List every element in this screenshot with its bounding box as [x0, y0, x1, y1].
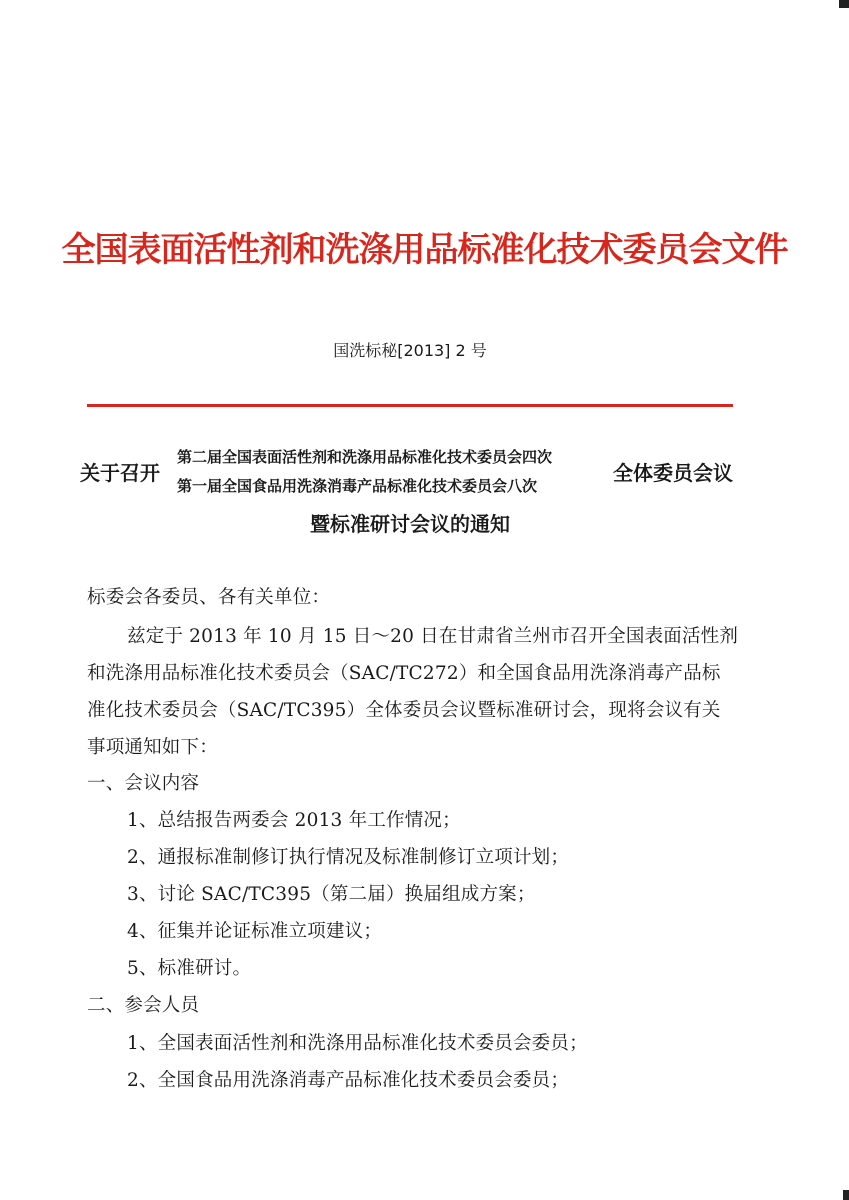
notice-title-suffix: 全体委员会议: [613, 461, 733, 485]
scan-edge-mark: [839, 0, 849, 8]
scan-edge-mark: [843, 1190, 849, 1200]
list-item: 5、标准研讨。: [127, 958, 252, 979]
salutation: 标委会各委员、各有关单位：: [87, 587, 331, 608]
notice-title-prefix: 关于召开: [80, 461, 160, 485]
list-item: 4、征集并论证标准立项建议；: [127, 921, 383, 942]
intro-line: 事项通知如下：: [87, 737, 218, 758]
list-item: 3、讨论 SAC/TC395（第二届）换届组成方案；: [127, 884, 536, 905]
notice-title-line-a: 第二届全国表面活性剂和洗涤用品标准化技术委员会四次: [177, 448, 553, 466]
list-item: 1、总结报告两委会 2013 年工作情况；: [127, 810, 461, 831]
list-item: 1、全国表面活性剂和洗涤用品标准化技术委员会委员；: [127, 1033, 588, 1054]
intro-line: 兹定于 2013 年 10 月 15 日～20 日在甘肃省兰州市召开全国表面活性剂: [127, 626, 739, 647]
section-heading: 一、会议内容: [87, 773, 200, 794]
notice-title-line-b: 第一届全国食品用洗涤消毒产品标准化技术委员会八次: [177, 477, 538, 495]
intro-line: 准化技术委员会（SAC/TC395）全体委员会议暨标准研讨会，现将会议有关: [87, 700, 721, 721]
notice-title-committees: [177, 443, 552, 501]
section-heading: 二、参会人员: [87, 995, 200, 1016]
letterhead-title: 全国表面活性剂和洗涤用品标准化技术委员会文件: [61, 230, 788, 270]
intro-line: 和洗涤用品标准化技术委员会（SAC/TC272）和全国食品用洗涤消毒产品标: [87, 663, 721, 684]
red-divider-rule: [87, 404, 733, 407]
notice-title-second-line: 暨标准研讨会议的通知: [310, 512, 510, 536]
list-item: 2、通报标准制修订执行情况及标准制修订立项计划；: [127, 847, 570, 868]
document-number: 国洗标秘[2013] 2 号: [333, 341, 487, 360]
list-item: 2、全国食品用洗涤消毒产品标准化技术委员会委员；: [127, 1070, 570, 1091]
notice-title: [80, 443, 760, 501]
